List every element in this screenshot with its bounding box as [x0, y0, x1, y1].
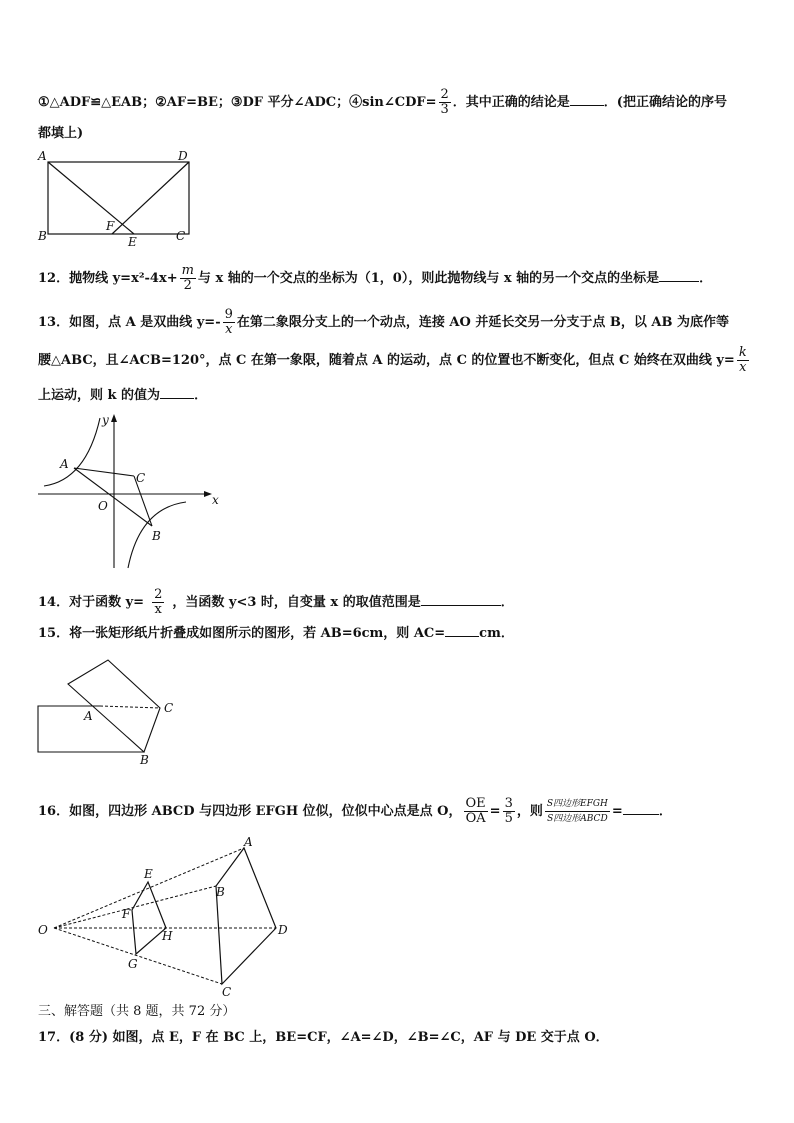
answer-blank[interactable] [623, 814, 659, 815]
answer-blank[interactable] [570, 105, 604, 106]
q13-line1: 13．如图，点 A 是双曲线 y=- $\frac{9}{x}$ 在第二象限分支上的一个动点，连接 AO 并延长交另一分支于点 B，以 AB 为底作等 [38, 307, 729, 337]
q15-text: 15．将一张矩形纸片折叠成如图所示的图形，若 AB=6cm，则 AC= cm． [38, 626, 514, 641]
label-h: H [162, 929, 173, 943]
label-g: G [128, 957, 138, 971]
q16-figure [36, 835, 296, 999]
q16-area-ratio: $\frac{\text{S四边形EFGH}}{\text{S四边形ABCD}}$ [546, 799, 608, 824]
label-c: C [136, 471, 146, 485]
dashed-fold-ac [100, 706, 160, 708]
q14-text: 14．对于函数 y= $\frac{2}{x}$ ，当函数 y<3 时，自变量 x 的取值范围是 ． [38, 587, 514, 617]
label-a: A [244, 835, 253, 849]
label-d: D [178, 149, 188, 163]
q11-fraction: $\frac{2}{3}$ [440, 87, 449, 117]
x-axis-arrow [204, 491, 212, 497]
label-b: B [38, 229, 47, 243]
q14-fraction: $\frac{2}{x}$ [154, 587, 163, 617]
q13-fraction: $\frac{9}{x}$ [224, 307, 233, 337]
q11-line2: 都填上) [38, 126, 84, 141]
hyperbola-branch-left [44, 418, 100, 486]
label-e: E [128, 235, 137, 249]
projection-lines [54, 848, 276, 984]
label-c: C [222, 985, 232, 999]
section-heading: 三、解答题（共 8 题，共 72 分） [38, 1004, 236, 1019]
label-x: x [212, 493, 219, 507]
label-e: E [144, 867, 153, 881]
ray-ob [54, 886, 216, 928]
label-b: B [152, 529, 161, 543]
ray-oc [54, 928, 222, 984]
q17-text: 17．(8 分) 如图，点 E，F 在 BC 上，BE=CF，∠A=∠D，∠B=∠C，AF 与 DE 交于点 O． [38, 1030, 609, 1045]
label-f: F [122, 907, 131, 921]
label-d: D [278, 923, 288, 937]
answer-blank[interactable] [659, 281, 699, 282]
label-c: C [164, 701, 174, 715]
label-o: O [98, 499, 108, 513]
q16-fraction-value: $\frac{3}{5}$ [504, 796, 513, 826]
q13-fraction-k: $\frac{k}{x}$ [738, 345, 747, 375]
label-a: A [38, 149, 47, 163]
segment-df [112, 162, 189, 234]
label-o: O [38, 923, 48, 937]
q16-text: 16．如图，四边形 ABCD 与四边形 EFGH 位似，位似中心点是点 O， $\frac{OE}{OA}$ = $\frac{3}{5}$ ，则 $\frac{\text{S四边形EFGH}}{\text{S四边形ABCD}}$ = ． [38, 796, 672, 826]
y-axis-arrow [111, 414, 117, 422]
q13-line2: 腰△ABC，且∠ACB=120°，点 C 在第一象限，随着点 A 的运动，点 C 的位置也不断变化，但点 C 始终在双曲线 y= $\frac{k}{x}$ [38, 345, 747, 375]
label-y: y [102, 413, 109, 427]
answer-blank[interactable] [421, 605, 501, 606]
label-f: F [106, 219, 115, 233]
answer-blank[interactable] [160, 398, 194, 399]
q12-fraction: $\frac{m}{2}$ [181, 263, 194, 293]
q15-figure [36, 660, 196, 770]
q12-text: 12．抛物线 y=x²-4x+ $\frac{m}{2}$ 与 x 轴的一个交点的坐标为（1，0），则此抛物线与 x 轴的另一个交点的坐标是 ． [38, 263, 713, 293]
q16-fraction-ratio: $\frac{OE}{OA}$ [465, 796, 486, 826]
label-a: A [60, 457, 69, 471]
answer-blank[interactable] [445, 636, 479, 637]
label-b: B [216, 885, 225, 899]
q11-figure [36, 148, 196, 248]
q11-line1: ①△ADF≌△EAB；②AF=BE；③DF 平分∠ADC；④sin∠CDF= $\frac{2}{3}$ ．其中正确的结论是 ．(把正确结论的序号 [38, 87, 727, 117]
label-c: C [176, 229, 186, 243]
segment-ae [48, 162, 134, 234]
q13-line3: 上运动，则 k 的值为 ． [38, 388, 208, 403]
rectangle-abcd [48, 162, 189, 234]
q13-figure [36, 410, 226, 570]
quadrilateral-abcd [216, 848, 276, 984]
label-b: B [140, 753, 149, 767]
label-a: A [84, 709, 93, 723]
